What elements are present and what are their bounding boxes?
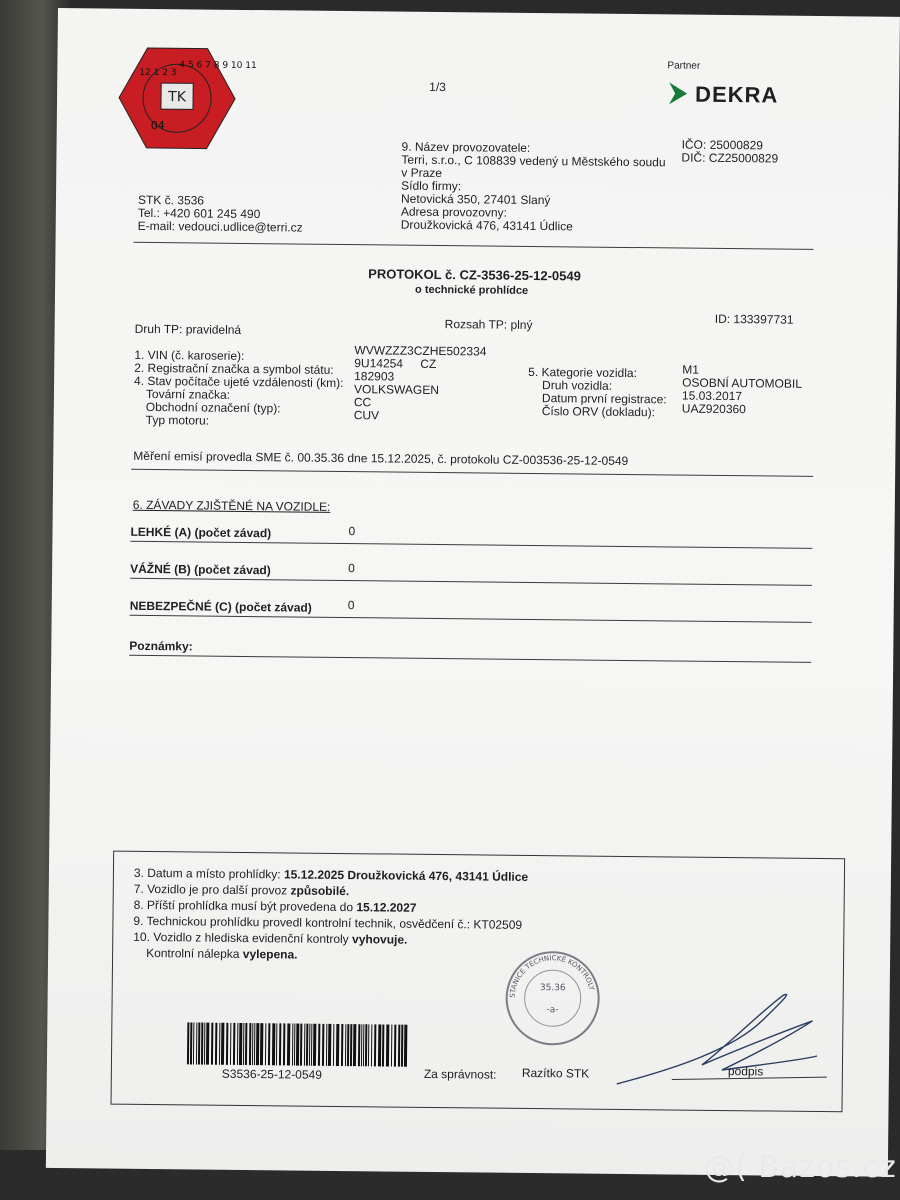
barcode-bar <box>391 1025 392 1067</box>
result-line-3: 3. Datum a místo prohlídky: 15.12.2025 Droužkovická 476, 43141 Údlice <box>133 865 529 884</box>
station-tel: Tel.: +420 601 245 490 <box>137 205 261 222</box>
barcode-bar <box>254 1023 255 1065</box>
barcode-bar <box>226 1023 228 1065</box>
barcode-bar <box>336 1024 339 1066</box>
barcode-bar <box>206 1023 209 1065</box>
orv-label: Číslo ORV (dokladu): <box>541 404 656 420</box>
barcode-bar <box>386 1024 389 1066</box>
barcode-bar <box>371 1024 372 1066</box>
barcode-bar <box>265 1023 266 1065</box>
result-line-8: 8. Příští prohlídka musí být provedena do 15.12.2027 <box>133 897 417 915</box>
defects-serious-label: VÁŽNÉ (B) (počet závad) <box>130 561 271 578</box>
barcode-bar <box>368 1024 369 1066</box>
first-reg-value: 15.03.2017 <box>681 388 743 404</box>
barcode-bar <box>328 1024 331 1066</box>
station-email: E-mail: vedouci.udlice@terri.cz <box>137 218 303 235</box>
barcode-bar <box>249 1023 251 1065</box>
barcode-bar <box>365 1024 367 1066</box>
svg-text:12 1 2 3: 12 1 2 3 <box>139 67 177 79</box>
dekra-logo-text: DEKRA <box>695 81 779 108</box>
barcode-bar <box>292 1024 293 1066</box>
partner-label: Partner <box>667 60 701 72</box>
protocol-subtitle: o technické prohlídce <box>415 283 529 297</box>
barcode-bar <box>272 1023 275 1065</box>
barcode-bar <box>347 1024 349 1066</box>
result-line-7: 7. Vozidlo je pro další provoz způsobilé. <box>133 881 350 899</box>
barcode-bar <box>239 1023 242 1065</box>
defects-light-count: 0 <box>348 524 356 539</box>
first-reg-label: Datum první registrace: <box>541 391 667 407</box>
barcode-bar <box>215 1023 217 1065</box>
defects-light-label: LEHKÉ (A) (počet závad) <box>130 524 272 541</box>
operator-seat: Netovická 350, 27401 Slaný <box>400 191 551 208</box>
razitko-label: Razítko STK <box>521 1065 590 1081</box>
barcode-bar <box>394 1025 396 1067</box>
barcode-bar <box>221 1023 224 1065</box>
barcode-bar <box>322 1024 324 1066</box>
defects-heading: 6. ZÁVADY ZJIŠTĚNÉ NA VOZIDLE: <box>132 497 331 514</box>
barcode-bar <box>304 1024 305 1066</box>
barcode-bar <box>363 1024 364 1066</box>
barcode-bar <box>283 1023 285 1065</box>
druh-tp: Druh TP: pravidelná <box>134 321 242 337</box>
svg-text:04: 04 <box>150 118 165 133</box>
defects-serious-count: 0 <box>348 561 355 576</box>
barcode-bar <box>201 1023 203 1065</box>
engine-label: Typ motoru: <box>145 412 210 428</box>
kind-label: Druh vozidla: <box>542 378 613 393</box>
divider <box>130 541 812 549</box>
divider <box>130 615 812 623</box>
barcode-bar <box>198 1023 200 1065</box>
protocol-title: PROTOKOL č. CZ-3536-25-12-0549 <box>368 266 581 284</box>
brand-label: Tovární značka: <box>145 386 231 402</box>
page-number: 1/3 <box>429 79 446 95</box>
barcode-bar <box>341 1024 343 1066</box>
defects-dangerous-label: NEBEZPEČNÉ (C) (počet závad) <box>129 598 312 615</box>
stk-round-stamp-icon <box>502 948 603 1049</box>
barcode-bar <box>345 1024 346 1066</box>
barcode-bar <box>358 1024 360 1066</box>
result-line-9: 9. Technickou prohlídku provedl kontrolní technik, osvědčení č.: KT02509 <box>133 913 523 932</box>
trade-value: CC <box>353 395 372 410</box>
svg-text:STANICE TECHNICKÉ KONTROLY: STANICE TECHNICKÉ KONTROLY <box>508 954 596 999</box>
km-value: 182903 <box>354 369 395 384</box>
barcode-text: S3536-25-12-0549 <box>221 1066 322 1082</box>
divider <box>134 242 814 250</box>
barcode-bar <box>219 1023 220 1065</box>
barcode-bar <box>361 1024 362 1066</box>
operator-line1: Terri, s.r.o., C 108839 vedený u Městského soudu <box>401 152 666 170</box>
barcode-bar <box>204 1023 205 1065</box>
svg-text:35.36: 35.36 <box>539 983 566 994</box>
barcode-bar <box>252 1023 253 1065</box>
bazos-watermark: @( Bazos.cz <box>704 1150 897 1185</box>
vin-label: 1. VIN (č. karoserie): <box>134 347 245 363</box>
reg-value: 9U14254 <box>354 356 404 371</box>
barcode-bar <box>260 1023 263 1065</box>
brand-value: VOLKSWAGEN <box>353 382 440 398</box>
stk-sticker-icon <box>117 45 257 152</box>
barcode-bar <box>294 1024 295 1066</box>
barcode-bar <box>211 1023 213 1065</box>
barcode-bar <box>374 1024 376 1066</box>
barcode-bar <box>378 1024 381 1066</box>
operator-seat-label: Sídlo firmy: <box>401 178 462 194</box>
vin-value: WVWZZZ3CZHE502334 <box>354 343 487 359</box>
barcode-bar <box>326 1024 327 1066</box>
notes-label: Poznámky: <box>129 638 193 654</box>
trade-label: Obchodní označení (typ): <box>145 399 281 416</box>
barcode-bar <box>287 1023 290 1065</box>
defects-dangerous-count: 0 <box>347 598 355 613</box>
engine-value: CUV <box>353 408 380 423</box>
barcode-bar <box>333 1024 334 1066</box>
protocol-page <box>46 8 900 1177</box>
operator-dic: DIČ: CZ25000829 <box>681 150 779 166</box>
operator-addr-label: Adresa provozovny: <box>400 204 508 220</box>
barcode-bar <box>237 1023 238 1065</box>
emissions-line: Měření emisí provedla SME č. 00.35.36 dne 15.12.2025, č. protokolu CZ-003536-25-12-0549 <box>133 448 629 468</box>
barcode-bar <box>311 1024 312 1066</box>
svg-text:TK: TK <box>168 89 187 106</box>
barcode-bar <box>256 1023 259 1065</box>
barcode-bar <box>300 1024 302 1066</box>
signature-icon <box>612 979 828 1091</box>
barcode-bar <box>230 1023 231 1065</box>
category-label: 5. Kategorie vozidla: <box>528 364 638 381</box>
barcode-bar <box>279 1023 281 1065</box>
barcode-bar <box>318 1024 320 1066</box>
barcode-bar <box>243 1023 244 1065</box>
document-id: ID: 133397731 <box>714 311 794 327</box>
barcode-bar <box>382 1024 384 1066</box>
kind-value: OSOBNÍ AUTOMOBIL <box>682 375 802 391</box>
operator-addr: Droužkovická 476, 43141 Údlice <box>400 217 573 234</box>
barcode-bar <box>309 1024 310 1066</box>
result-line-10: 10. Vozidlo z hlediska evidenční kontroly vyhovuje. <box>133 929 408 947</box>
barcode-bar <box>350 1024 352 1066</box>
barcode-bar <box>233 1023 235 1065</box>
barcode-bar <box>398 1025 400 1067</box>
reg-state: CZ <box>420 356 437 371</box>
svg-text:4 5 6 7 8 9 10 11: 4 5 6 7 8 9 10 11 <box>179 60 257 72</box>
barcode-bar <box>245 1023 247 1065</box>
km-label: 4. Stav počítače ujeté vzdálenosti (km): <box>134 373 344 391</box>
result-line-11: Kontrolní nálepka vylepena. <box>146 945 298 962</box>
barcode-bar <box>193 1022 194 1064</box>
category-value: M1 <box>682 362 699 377</box>
operator-heading: 9. Název provozovatele: <box>401 139 531 155</box>
divider <box>130 578 812 586</box>
barcode-bar <box>404 1025 407 1067</box>
operator-line2: v Praze <box>401 165 443 181</box>
barcode-bar <box>276 1023 277 1065</box>
rozsah-tp: Rozsah TP: plný <box>444 317 533 332</box>
result-box <box>111 851 846 1113</box>
za-spravnost-label: Za správnost: <box>423 1066 497 1082</box>
barcode-bar <box>187 1022 189 1064</box>
svg-text:-a-: -a- <box>546 1005 559 1016</box>
barcode-bar <box>313 1024 316 1066</box>
operator-ico: IČO: 25000829 <box>681 137 764 153</box>
station-stk: STK č. 3536 <box>137 192 205 208</box>
podpis-label: podpis <box>727 1064 764 1079</box>
barcode-bar <box>196 1023 197 1065</box>
divider <box>131 469 813 477</box>
barcode-icon <box>187 1022 409 1066</box>
barcode-bar <box>401 1025 403 1067</box>
barcode-bar <box>306 1024 308 1066</box>
dekra-logo-icon <box>667 80 689 106</box>
barcode-bar <box>268 1023 270 1065</box>
barcode-bar <box>190 1022 192 1064</box>
reg-label: 2. Registrační značka a symbol státu: <box>134 360 334 377</box>
barcode-bar <box>296 1024 299 1066</box>
barcode-bar <box>353 1024 356 1066</box>
divider <box>129 655 811 663</box>
orv-value: UAZ920360 <box>681 401 746 417</box>
